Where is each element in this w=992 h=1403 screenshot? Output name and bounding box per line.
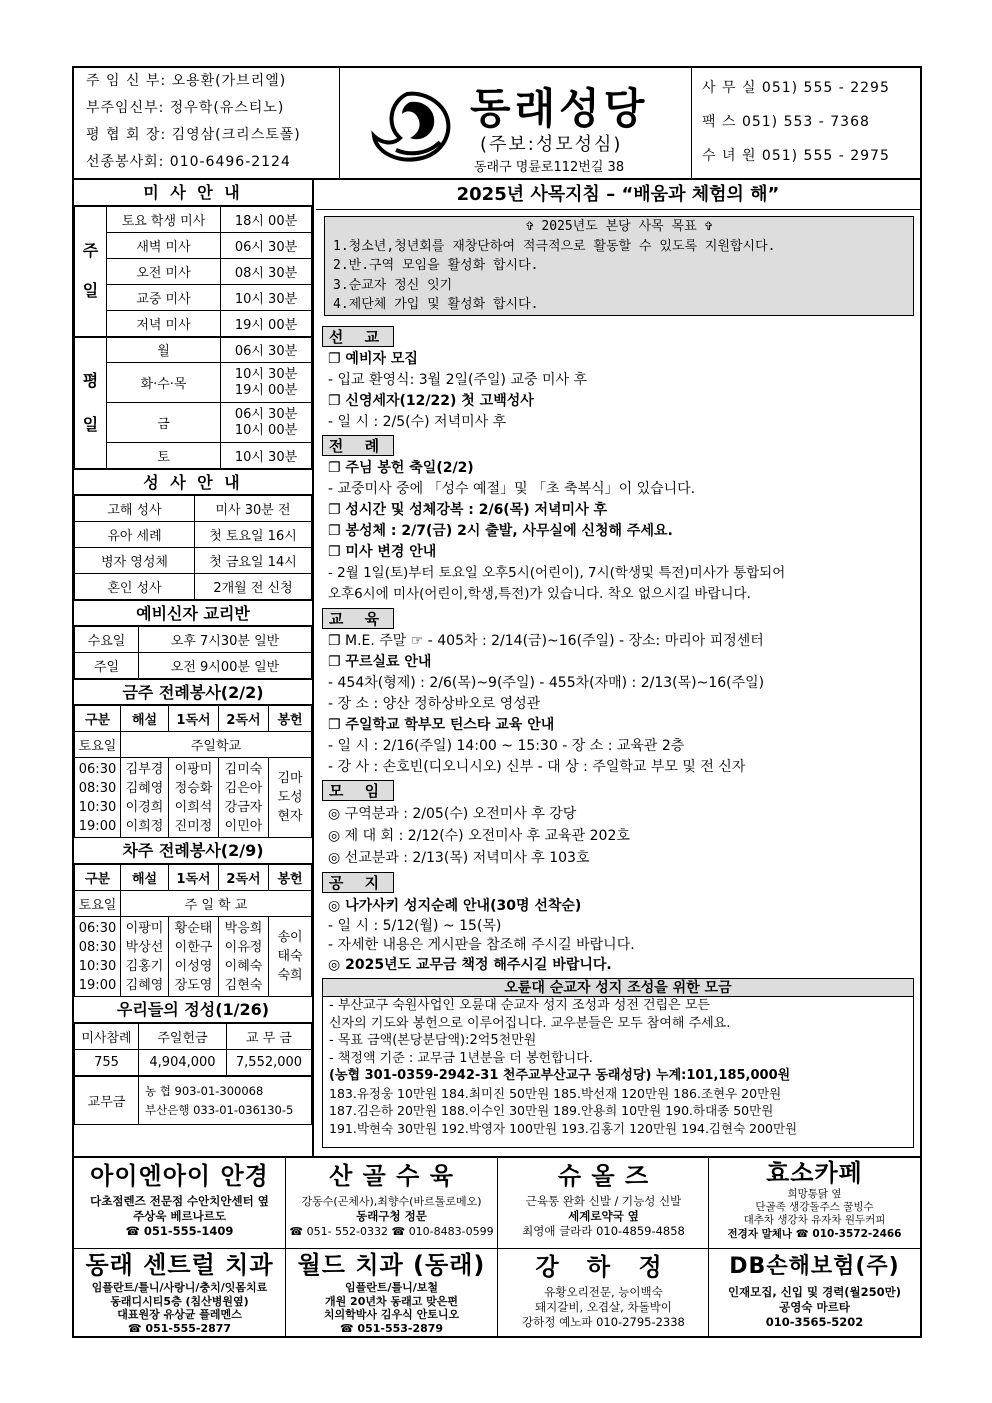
ad-restaurant: 산 골 수 육 강동수(곤체사),최향수(바르톨로메오) 동래구청 정문 ☎ 051- 552-0332 ☎ 010-8483-0599: [289, 1162, 494, 1238]
catechumen-day: 수요일: [75, 627, 139, 653]
sacrament-time: 미사 30분 전: [195, 496, 312, 522]
main-title: 2025년 사목지침 – “배움과 체험의 해”: [316, 180, 920, 210]
notice-line: - 입교 환영식: 3월 2일(주일) 교중 미사 후: [328, 372, 587, 388]
donation-line: 신자의 기도와 봉헌으로 이루어집니다. 교우분들은 모두 참여해 주세요.: [329, 1015, 731, 1031]
church-subtitle: (주보:성모성심): [480, 134, 623, 155]
liturgy-times: 06:30 08:30 10:30 19:00: [75, 917, 121, 997]
header-left-line: 평 협 회 장: 김영삼(크리스토폴): [86, 127, 301, 143]
weekday-time: 06시 30분 10시 00분: [221, 403, 312, 443]
liturgy-next-table: 구분 해설 1독서 2독서 봉헌 토요일 주 일 학 교 06:30 08:30 10:30 19:00 이팡미 박상선 김홍기 김혜영 황순태 이한구 이성영 장도영 박응희 이유정 이혜숙 김현숙 송이 태숙 숙희: [74, 864, 312, 997]
sacrament-title: 성 사 안 내: [74, 469, 312, 495]
ad-dental-central: 동래 센트럴 치과 임플란트/틀니/사랑니/충치/잇몸치료 동래디시티5층 (침산병원옆) 대표원장 유상균 플레멘스 ☎ 051-555-2877: [85, 1251, 274, 1335]
notice-line: 오후6시에 미사(어린이,학생,특전)가 있습니다. 착오 없으시길 바랍니다.: [328, 586, 751, 602]
goal-item: 2.반.구역 모임을 활성화 합시다.: [333, 258, 539, 273]
notice-line: ❐ 꾸르실료 안내: [328, 654, 432, 670]
sacrament-name: 혼인 성사: [75, 574, 195, 600]
donation-line: (농협 301-0359-2942-31 천주교부산교구 동래성당) 누계:101,185,000원: [329, 1068, 791, 1083]
catechumen-time: 오후 7시30분 일반: [139, 627, 312, 653]
weekday-time: 06시 30분: [221, 337, 312, 363]
ad-duck-restaurant: 강 하 정 유황오리전문, 능이백숙 돼지갈비, 오겹살, 차돌박이 강하정 예노파 010-2795-2338: [522, 1253, 685, 1329]
liturgy-this-table: 구분 해설 1독서 2독서 봉헌 토요일 주일학교 06:30 08:30 10:30 19:00 김부경 김혜영 이경희 이희정 이팡미 정승화 이희석 진미정 김미숙 김은아 강금자 이민아 김마 도성 현자: [74, 705, 312, 838]
header-left-line: 주 임 신 부: 오용환(가브리엘): [86, 73, 287, 89]
ad-shoes: 슈 올 즈 근육통 완화 신발 / 기능성 신발 세계로약국 옆 최영애 글라라 010-4859-4858: [522, 1162, 685, 1238]
mass-time: 06시 30분: [221, 233, 312, 259]
liturgy-next-title: 차주 전례봉사(2/9): [74, 838, 312, 864]
mass-title: 미 사 안 내: [74, 180, 312, 206]
goal-item: 4.제단체 가입 및 활성화 합시다.: [333, 297, 539, 312]
section-tag: 교 육: [322, 608, 394, 629]
section-tag: 모 임: [322, 780, 394, 801]
notice-line: ❐ 신영세자(12/22) 첫 고백성사: [328, 393, 534, 409]
notice-line: - 장 소 : 양산 정하상바오로 영성관: [328, 696, 541, 712]
sunday-label: 주일: [75, 207, 107, 337]
weekday-name: 화·수·목: [107, 363, 221, 403]
mass-table: [74, 206, 312, 469]
notice-line: - 2월 1일(토)부터 토요일 오후5시(어린이), 7시(학생및 특전)미사가 통합되어: [328, 565, 786, 581]
sacrament-table: [74, 495, 312, 600]
header-left-line: 부주임신부: 정우학(유스티노): [86, 100, 285, 116]
ad-dental-world: 월드 치과 (동래) 임플란트/틀니/보철 개원 20년차 동래고 맞은편 치의학박사 김우식 안토니오 ☎ 051-553-2879: [297, 1251, 486, 1335]
header-clergy-info: [74, 68, 340, 178]
notice-line: - 일 시 : 5/12(월) ~ 15(목): [328, 918, 502, 934]
contact-line: 사 무 실 051) 555 - 2295: [702, 80, 890, 96]
catechumen-time: 오전 9시00분 일반: [139, 653, 312, 679]
church-name: 동래성당: [470, 84, 649, 133]
notice-line: ◎ 제 대 회 : 2/12(수) 오전미사 후 교육관 202호: [328, 828, 630, 844]
notice-line: - 일 시 : 2/5(수) 저녁미사 후: [328, 414, 507, 430]
donation-line: - 부산교구 숙원사업인 오륜대 순교자 성지 조성과 성전 건립은 모든: [329, 998, 710, 1013]
notice-line: ❐ 주일학교 학부모 틴스타 교육 안내: [328, 717, 555, 733]
liturgy-this-title: 금주 전례봉사(2/2): [74, 679, 312, 705]
donation-title: 오륜대 순교자 성지 조성을 위한 모금: [323, 979, 913, 997]
mass-name: 새벽 미사: [107, 233, 221, 259]
goal-item: 1.청소년,청년회를 재창단하여 적극적으로 활동할 수 있도록 지원합시다.: [333, 238, 776, 254]
goal-item: 3.순교자 정신 잇기: [333, 277, 453, 293]
pastoral-goals-box: [324, 216, 914, 316]
liturgy-times: 06:30 08:30 10:30 19:00: [75, 758, 121, 838]
offering-title: 우리들의 정성(1/26): [74, 997, 312, 1023]
header-church-title: [340, 68, 692, 178]
notice-line: - 일 시 : 2/16(주일) 14:00 ~ 15:30 - 장 소 : 교육관 2층: [328, 738, 685, 754]
donation-line: 187.김은하 20만원 188.이수인 30만원 189.안용희 10만원 190.하대종 50만원: [329, 1103, 774, 1118]
ad-cafe: 효소카페 희망통닭 옆 단골족 생강돌주스 꿀빙수 대추차 생강차 유자차 원두커피 전경자 말체나 ☎ 010-3572-2466: [727, 1159, 902, 1240]
notice-line: ❐ 주님 봉헌 축일(2/2): [328, 460, 474, 476]
contact-line: 수 녀 원 051) 555 - 2975: [702, 148, 890, 164]
mass-name: 저녁 미사: [107, 311, 221, 337]
notice-line: - 교중미사 중에 「성수 예절」및 「초 축복식」이 있습니다.: [328, 481, 696, 497]
catechumen-title: 예비신자 교리반: [74, 600, 312, 626]
notice-line: ❐ 미사 변경 안내: [328, 544, 437, 560]
mass-time: 18시 00분: [221, 207, 312, 233]
mass-name: 토요 학생 미사: [107, 207, 221, 233]
offering-bank-table: 교무금 농 협 903-01-300068 부산은행 033-01-036130-5: [74, 1076, 312, 1125]
mass-name: 오전 미사: [107, 259, 221, 285]
donation-line: 183.유정웅 10만원 184.최미진 50만원 185.박선재 120만원 186.조현우 20만원: [329, 1085, 782, 1101]
weekday-name: 금: [107, 403, 221, 443]
ad-insurance: DB손해보험(주) 인재모집, 신입 및 경력(월250만) 공영숙 마르타 010-3565-5202: [727, 1254, 902, 1329]
header-left-line: 선종봉사회: 010-6496-2124: [86, 154, 291, 170]
notice-line: ◎ 구역분과 : 2/05(수) 오전미사 후 강당: [328, 806, 577, 822]
ad-optical: 아이엔아이 안경 다초점렌즈 전문점 수안치안센터 옆 주상욱 베르나르도 ☎ 051-555-1409: [90, 1162, 269, 1238]
weekday-time: 10시 30분: [221, 443, 312, 469]
section-tag: 공 지: [322, 872, 394, 893]
mass-time: 10시 30분: [221, 285, 312, 311]
notice-line: ◎ 나가사키 성지순례 안내(30명 선착순): [328, 898, 582, 914]
weekday-time: 10시 30분 19시 00분: [221, 363, 312, 403]
weekday-name: 토: [107, 443, 221, 469]
goal-title: ✞ 2025년도 본당 사목 목표 ✞: [525, 219, 713, 234]
offering-table: 미사참례 주일헌금 교 무 금 755 4,904,000 7,552,000: [74, 1023, 312, 1076]
notice-line: ◎ 2025년도 교무금 책정 해주시길 바랍니다.: [328, 957, 612, 973]
left-column: [74, 180, 314, 1156]
weekday-name: 월: [107, 337, 221, 363]
notice-line: ❐ 예비자 모집: [328, 351, 418, 367]
sacrament-name: 고해 성사: [75, 496, 195, 522]
catechumen-table: [74, 626, 312, 679]
donation-line: 191.박현숙 30만원 192.박영자 100만원 193.김홍기 120만원 194.김현숙 200만원: [329, 1120, 798, 1136]
sacrament-name: 병자 영성체: [75, 548, 195, 574]
church-logo-icon: [362, 80, 462, 168]
section-tag: 선 교: [322, 326, 394, 347]
notice-line: - 454차(형제) : 2/6(목)~9(주일) - 455차(자매) : 2/13(목)~16(주일): [328, 675, 765, 691]
header-contacts: [692, 68, 920, 178]
notice-line: ❐ 봉성체 : 2/7(금) 2시 출발, 사무실에 신청해 주세요.: [328, 523, 673, 539]
notice-line: ❐ M.E. 주말 ☞ - 405차 : 2/14(금)~16(주일) - 장소: 마리아 피정센터: [328, 633, 764, 649]
sacrament-time: 첫 토요일 16시: [195, 522, 312, 548]
donation-box: [322, 978, 914, 1148]
mass-time: 19시 00분: [221, 311, 312, 337]
notice-line: - 자세한 내용은 게시판을 참조해 주시길 바랍니다.: [328, 937, 635, 953]
sacrament-time: 2개월 전 신청: [195, 574, 312, 600]
section-tag: 전 례: [322, 435, 394, 456]
sacrament-time: 첫 금요일 14시: [195, 548, 312, 574]
right-column: [316, 180, 920, 1156]
church-address: 동래구 명륜로112번길 38: [474, 160, 625, 175]
weekday-label: 평일: [75, 337, 107, 469]
donation-line: - 책정액 기준 : 교무금 1년분을 더 봉헌합니다.: [329, 1050, 593, 1066]
donation-line: - 목표 금액(본당분담액):2억5천만원: [329, 1033, 537, 1048]
mass-time: 08시 30분: [221, 259, 312, 285]
contact-line: 팩 스 051) 553 - 7368: [702, 114, 870, 130]
notice-line: ❐ 성시간 및 성체강복 : 2/6(목) 저녁미사 후: [328, 502, 607, 518]
ads-section: [74, 1156, 920, 1336]
sacrament-name: 유아 세례: [75, 522, 195, 548]
mass-name: 교중 미사: [107, 285, 221, 311]
notice-line: ◎ 선교분과 : 2/13(목) 저녁미사 후 103호: [328, 850, 590, 866]
catechumen-day: 주일: [75, 653, 139, 679]
notice-line: - 강 사 : 손호빈(디오니시오) 신부 - 대 상 : 주일학교 부모 및 전 신자: [328, 759, 746, 775]
